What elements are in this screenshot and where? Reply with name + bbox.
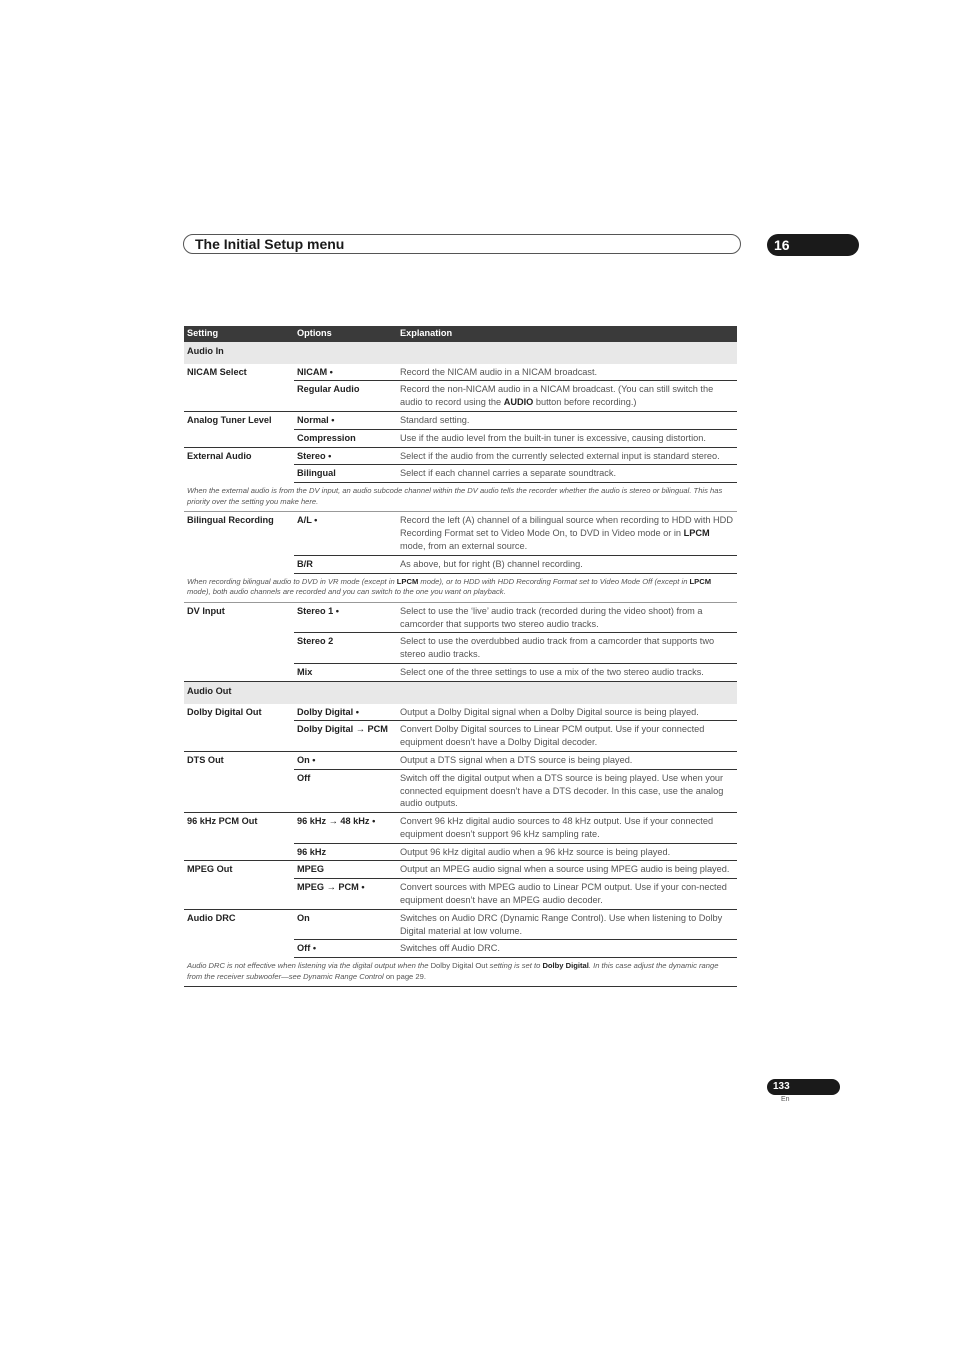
option-label: MPEG → PCM •: [294, 879, 397, 910]
table-row: [184, 429, 737, 447]
table-row: [184, 663, 737, 681]
option-label: Dolby Digital → PCM: [294, 721, 397, 752]
table-row: [184, 751, 737, 769]
table-row: [184, 602, 737, 633]
option-label: Stereo •: [294, 447, 397, 465]
option-label: Compression: [294, 429, 397, 447]
option-explanation: Output 96 kHz digital audio when a 96 kHz source is being played.: [397, 843, 737, 861]
setting-name: DV Input: [187, 605, 225, 616]
option-label: Stereo 2: [294, 633, 397, 664]
note-text: When recording bilingual audio to DVD in VR mode (except in LPCM mode), or to HDD with HDD Recording Format set to Video Mode Off (except in LPCM mode), both audio channels are recorded and you can switch to the one you want on playback.: [184, 573, 737, 602]
chapter-number-badge: 16: [767, 234, 859, 256]
setting-name: MPEG Out: [187, 864, 233, 875]
setting-name: DTS Out: [187, 754, 224, 765]
option-label: Mix: [294, 663, 397, 681]
table-note: [184, 573, 737, 602]
option-explanation: Switches on Audio DRC (Dynamic Range Control). Use when listening to Dolby Digital material at low volume.: [397, 909, 737, 940]
section-label: Audio In: [184, 342, 737, 364]
option-explanation: Record the NICAM audio in a NICAM broadcast.: [397, 364, 737, 381]
table-row: [184, 465, 737, 483]
option-label: On: [294, 909, 397, 940]
table-row: [184, 879, 737, 910]
note-text: Audio DRC is not effective when listening via the digital output when the Dolby Digital Out setting is set to Dolby Digital. In this case adjust the dynamic range from the receiver subwoofer—see Dynamic Range Control on page 29.: [184, 958, 737, 987]
column-header-explanation: Explanation: [397, 326, 737, 342]
option-explanation: Output an MPEG audio signal when a source using MPEG audio is being played.: [397, 861, 737, 879]
table-row: [184, 447, 737, 465]
setting-name: Bilingual Recording: [187, 515, 274, 526]
option-label: Off •: [294, 940, 397, 958]
option-explanation: Select to use the ‘live’ audio track (recorded during the video shoot) from a camcorder that supports two stereo audio tracks.: [397, 602, 737, 633]
option-label: 96 kHz → 48 kHz •: [294, 813, 397, 844]
table-row: [184, 411, 737, 429]
column-header-setting: Setting: [184, 326, 294, 342]
table-note: [184, 958, 737, 987]
option-label: A/L •: [294, 512, 397, 555]
option-label: On •: [294, 751, 397, 769]
option-explanation: Output a DTS signal when a DTS source is being played.: [397, 751, 737, 769]
table-row: [184, 940, 737, 958]
table-row: [184, 555, 737, 573]
setting-name: External Audio: [187, 450, 252, 461]
table-row: [184, 909, 737, 940]
column-header-options: Options: [294, 326, 397, 342]
option-explanation: Standard setting.: [397, 411, 737, 429]
option-explanation: Convert sources with MPEG audio to Linear PCM output. Use if your con-nected equipment doesn’t have an MPEG audio decoder.: [397, 879, 737, 910]
option-label: Stereo 1 •: [294, 602, 397, 633]
option-label: Normal •: [294, 411, 397, 429]
table-row: [184, 381, 737, 412]
page-number-badge: 133: [767, 1079, 840, 1095]
option-explanation: Output a Dolby Digital signal when a Dolby Digital source is being played.: [397, 704, 737, 721]
option-label: MPEG: [294, 861, 397, 879]
table-row: [184, 813, 737, 844]
initial-setup-table: [184, 326, 737, 987]
setting-name: NICAM Select: [187, 366, 247, 377]
table-row: [184, 861, 737, 879]
language-code: En: [781, 1096, 790, 1103]
option-explanation: Select if the audio from the currently selected external input is standard stereo.: [397, 447, 737, 465]
option-explanation: Switches off Audio DRC.: [397, 940, 737, 958]
table-row: [184, 364, 737, 381]
table-row: [184, 633, 737, 664]
audio-button-label: AUDIO: [503, 397, 534, 408]
option-explanation: Record the non-NICAM audio in a NICAM broadcast. (You can still switch the audio to record using the AUDIO button before recording.): [397, 381, 737, 412]
option-label: Dolby Digital •: [294, 704, 397, 721]
setting-name: 96 kHz PCM Out: [187, 816, 258, 827]
option-explanation: Record the left (A) channel of a bilingual source when recording to HDD with HDD Recording Format set to Video Mode On, to DVD in Video mode or in LPCM mode, from an external source.: [397, 512, 737, 555]
option-label: NICAM •: [294, 364, 397, 381]
option-explanation: Select if each channel carries a separate soundtrack.: [397, 465, 737, 483]
option-explanation: Select to use the overdubbed audio track from a camcorder that supports two stereo audio tracks.: [397, 633, 737, 664]
option-explanation: Use if the audio level from the built-in tuner is excessive, causing distortion.: [397, 429, 737, 447]
option-label: B/R: [294, 555, 397, 573]
option-label: 96 kHz: [294, 843, 397, 861]
section-row-audio-in: [184, 342, 737, 364]
option-label: Regular Audio: [294, 381, 397, 412]
section-header: [183, 234, 741, 254]
option-label: Off: [294, 769, 397, 812]
section-row-audio-out: [184, 681, 737, 703]
table-row: [184, 721, 737, 752]
option-label: Bilingual: [294, 465, 397, 483]
option-explanation: Switch off the digital output when a DTS source is being played. Use when your connected equipment doesn’t have a DTS decoder. In this case, use the analog audio outputs.: [397, 769, 737, 812]
table-note: [184, 483, 737, 512]
option-explanation: Convert Dolby Digital sources to Linear PCM output. Use if your connected equipment doesn’t have a Dolby Digital decoder.: [397, 721, 737, 752]
setting-name: Dolby Digital Out: [187, 706, 262, 717]
page-title: The Initial Setup menu: [195, 236, 345, 252]
setting-name: Audio DRC: [187, 912, 236, 923]
table-row: [184, 704, 737, 721]
option-explanation: Select one of the three settings to use a mix of the two stereo audio tracks.: [397, 663, 737, 681]
table-row: [184, 769, 737, 812]
note-text: When the external audio is from the DV input, an audio subcode channel within the DV audio tells the recorder whether the audio is stereo or bilingual. This has priority over the setting you make here.: [184, 483, 737, 512]
setting-name: Analog Tuner Level: [187, 414, 272, 425]
section-label: Audio Out: [184, 681, 737, 703]
table-header-row: [184, 326, 737, 342]
option-explanation: Convert 96 kHz digital audio sources to 48 kHz output. Use if your connected equipment doesn’t support 96 kHz sampling rate.: [397, 813, 737, 844]
option-explanation: As above, but for right (B) channel recording.: [397, 555, 737, 573]
table-row: [184, 843, 737, 861]
table-row: [184, 512, 737, 555]
